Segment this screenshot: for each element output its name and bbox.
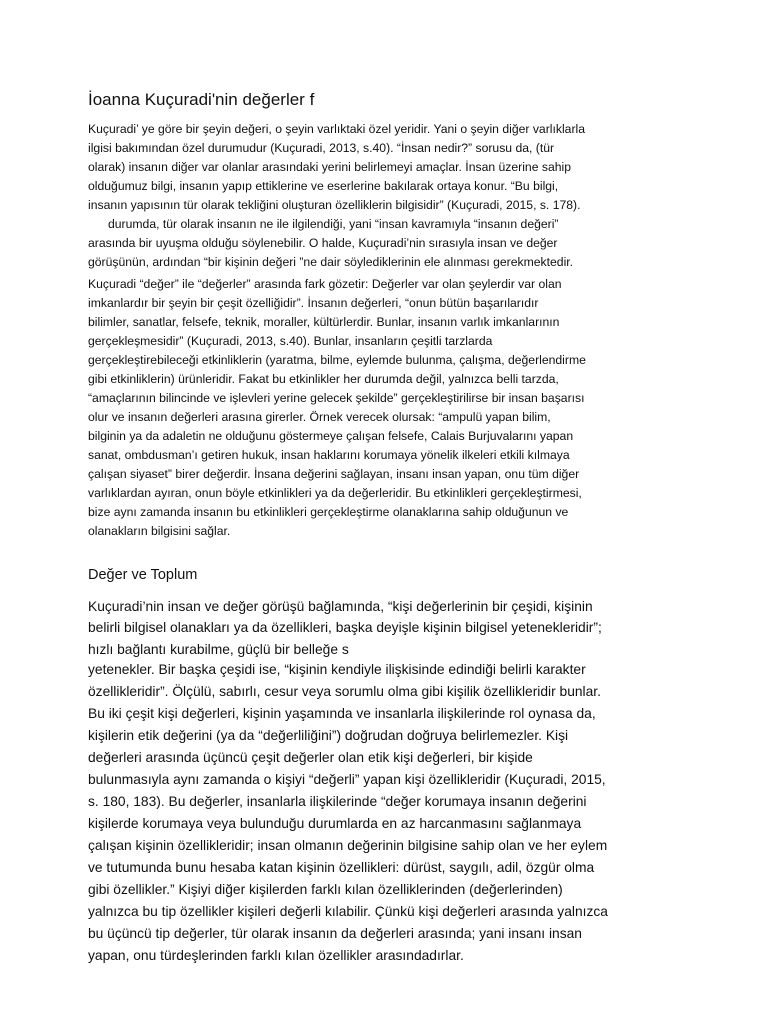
section-heading-value-and-society: Değer ve Toplum — [88, 567, 198, 583]
text-line: bize aynı zamanda insanın bu etkinlikleri gerçekleştirme olanaklarına sahip olduğunun ve — [88, 505, 569, 519]
text-line: durumda, tür olarak insanın ne ile ilgilendiği, yani “insan kavramıyla “insanın değeri” — [108, 217, 559, 231]
text-line: değerleri arasında üçüncü çeşit değerler olan etik kişi değerleri, bir kişide — [88, 750, 533, 765]
text-line: bilimler, sanatlar, felsefe, teknik, moraller, kültürlerdir. Bunlar, insanın varlık imkanlarının — [88, 315, 560, 329]
text-line: olarak) insanın diğer var olanlar arasındaki yerini belirlemeyi amaçlar. İnsan üzerine sahip — [88, 160, 572, 174]
text-line: ilgisi bakımından özel durumudur (Kuçuradi, 2013, s.40). “İnsan nedir?” sorusu da, (tür — [88, 141, 555, 155]
text-line: gibi özellikler.” Kişiyi diğer kişilerden farklı kılan özelliklerinden (değerlerinden) — [88, 882, 563, 897]
text-line: yapan, onu türdeşlerinden farklı kılan özellikler arasındadırlar. — [88, 948, 464, 963]
text-line: olanakların bilgisini sağlar. — [88, 524, 231, 538]
text-line: “amaçlarının bilincinde ve işlevleri yerine gelecek şekilde” gerçekleştirilirse bir insan başarısı — [88, 391, 585, 405]
text-line: s. 180, 183). Bu değerler, insanlarla ilişkilerinde “değer korumaya insanın değerini — [88, 794, 587, 809]
text-line: olur ve insanın değerleri arasına girerler. Örnek verecek olursak: “ampulü yapan bilim, — [88, 410, 551, 424]
text-line: çalışan kişinin özellikleridir; insan olmanın değerinin bilgisine sahip olan ve her eylem — [88, 838, 608, 853]
text-line: Kuçuradi’ ye göre bir şeyin değeri, o şeyin varlıktaki özel yeridir. Yani o şeyin diğer varlıklarla — [88, 122, 585, 136]
text-line: imkanlardır bir şeyin bir çeşit özelliğidir”. İnsanın değerleri, “onun bütün başarılarıdır — [88, 296, 539, 310]
text-line: Bu iki çeşit kişi değerleri, kişinin yaşamında ve insanlarla ilişkilerinde rol oynasa da, — [88, 706, 596, 721]
text-line: bu üçüncü tip değerler, tür olarak insanın da değerleri arasında; yani insanı insan — [88, 926, 582, 941]
text-line: özellikleridir”. Ölçülü, sabırlı, cesur veya sorumlu olma gibi kişilik özellikleridir bunlar. — [88, 684, 601, 699]
text-line: görüşünün, ardından “bir kişinin değeri ”ne dair söylediklerinin ele alınması gerekmektedir. — [88, 255, 574, 269]
text-line: kişilerde korumaya veya bulunduğu durumlarda en az harcanmasını sağlanmaya — [88, 816, 582, 831]
text-line: belirli bilgisel olanakları ya da özellikleri, başka deyişle kişinin bilgisel yetenekleridir”; — [88, 620, 602, 635]
text-line: insanın yapısının tür olarak tekliğini oluşturan özelliklerin bilgisidir” (Kuçuradi, 2015, s. 178). — [88, 198, 581, 212]
text-line: gerçekleştirebileceği etkinliklerin (yaratma, bilme, eylemde bulunma, çalışma, değerlendirme — [88, 353, 586, 367]
text-line: bilginin ya da adaletin ne olduğunu göstermeye çalışan felsefe, Calais Burjuvalarını yapan — [88, 429, 574, 443]
text-line: sanat, ombdusman’ı getiren hukuk, insan haklarını korumaya yönelik ilkeleri etkili kılmaya — [88, 448, 570, 462]
text-line: bulunmasıyla aynı zamanda o kişiyi “değerli” yapan kişi özellikleridir (Kuçuradi, 2015, — [88, 772, 606, 787]
text-line: arasında bir uyuşma olduğu söylenebilir. O halde, Kuçuradi’nin sırasıyla insan ve değer — [88, 236, 558, 250]
text-line: Kuçuradi’nin insan ve değer görüşü bağlamında, “kişi değerlerinin bir çeşidi, kişinin — [88, 599, 593, 614]
text-line: ve tutumunda bunu hesaba katan kişinin özellikleri: dürüst, saygılı, adil, özgür olma — [88, 860, 595, 875]
text-line: kişilerin etik değerini (ya da “değerliliğini”) doğrudan doğruya belirlemezler. Kişi — [88, 728, 569, 743]
text-line: gibi etkinliklerin) ürünleridir. Fakat bu etkinlikler her durumda değil, yalnızca belli tarzda, — [88, 372, 559, 386]
document-title: İoanna Kuçuradi'nin değerler f — [88, 90, 315, 109]
text-line: varlıklardan ayıran, onun böyle etkinlikleri ya da değerleridir. Bu etkinlikleri gerçekleştirmesi, — [88, 486, 582, 500]
text-line: yetenekler. Bir başka çeşidi ise, “kişinin kendiyle ilişkisinde edindiği belirli karakter — [88, 662, 586, 677]
text-line: yalnızca bu tip özellikler kişileri değerli kılabilir. Çünkü kişi değerleri arasında yalnızca — [88, 904, 608, 919]
text-line: gerçekleşmesidir” (Kuçuradi, 2013, s.40). Bunlar, insanların çeşitli tarzlarda — [88, 334, 493, 348]
text-line: Kuçuradi “değer” ile “değerler” arasında fark gözetir: Değerler var olan şeylerdir var olan — [88, 277, 562, 291]
text-line: hızlı bağlantı kurabilme, güçlü bir belleğe s — [88, 642, 349, 657]
text-line: çalışan siyaset” birer değerdir. İnsana değerini sağlayan, insanı insan yapan, onu tüm diğer — [88, 467, 580, 481]
text-line: olduğumuz bilgi, insanın yapıp ettiklerine ve eserlerine bakılarak ortaya konur. “Bu bilgi, — [88, 179, 559, 193]
